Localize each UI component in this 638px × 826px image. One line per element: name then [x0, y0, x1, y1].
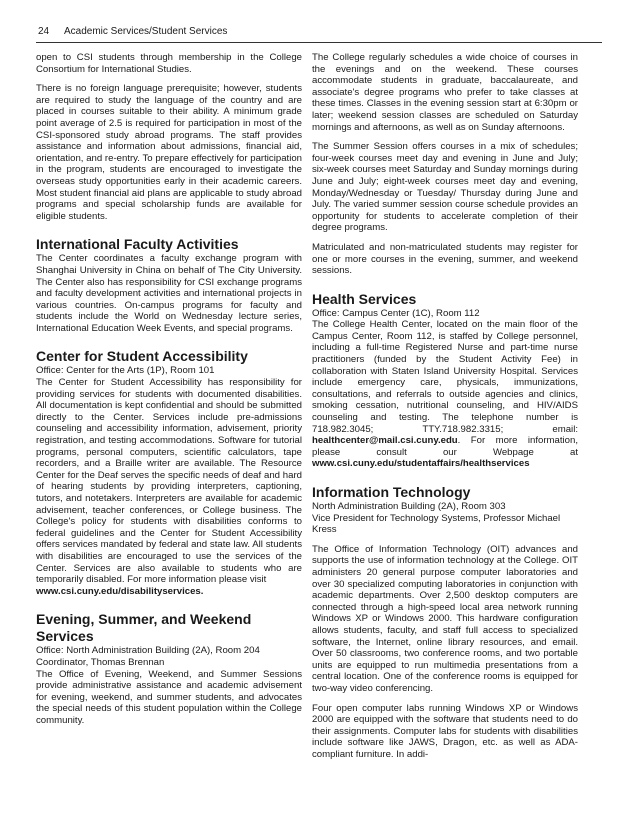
- it-paragraph-2: Four open computer labs running Windows XP or Windows 2000 are equipped with the software that students need to do their assignments. Computer labs for students with disabilities include software like JAWS, Dragon, etc. as well as ADA-compliant furniture. In addi-: [312, 702, 578, 760]
- section-information-technology: [312, 484, 578, 760]
- health-email-link[interactable]: healthcenter@mail.csi.cuny.edu: [312, 435, 458, 447]
- right-column: [312, 52, 578, 768]
- office-location: Office: Campus Center (1C), Room 112: [312, 307, 480, 319]
- section-heading: Information Technology: [312, 484, 471, 500]
- office-location: Office: North Administration Building (2A), Room 204: [36, 645, 260, 657]
- section-body: [312, 319, 578, 470]
- office-location: Office: Center for the Arts (1P), Room 101: [36, 365, 215, 377]
- evening-paragraph-2: The College regularly schedules a wide choice of courses in the evenings and on the weekend. These courses accommodate students in graduate, baccalaureate, and associate's degree programs who prefer to take classes at these times. Classes in the evening session start at 6:30pm or later; weekend session classes are scheduled on Saturday mornings and afternoons, as well as on Sunday afternoons.: [312, 52, 578, 133]
- vice-president: Vice President for Technology Systems, Professor Michael Kress: [312, 512, 561, 536]
- section-evening-summer-weekend: [36, 611, 302, 726]
- running-title: Academic Services/Student Services: [64, 26, 228, 37]
- left-column: [36, 52, 302, 735]
- evening-paragraph-4: Matriculated and non-matriculated students may register for one or more courses in the evening, summer, and weekend sessions.: [312, 241, 578, 277]
- section-student-accessibility: [36, 348, 302, 597]
- health-body-tail: . For more information, please consult our Webpage at: [312, 435, 578, 458]
- office-location: North Administration Building (2A), Room 303: [312, 501, 506, 512]
- section-heading: Health Services: [312, 290, 417, 307]
- section-body: The Office of Evening, Weekend, and Summer Sessions provide administrative assistance and academic advisement for evening, weekend, and summer students, and advocates the special needs of this student population within the College community.: [36, 668, 302, 726]
- coordinator: Coordinator, Thomas Brennan: [36, 656, 165, 668]
- health-body-text: The College Health Center, located on the main floor of the Campus Center, Room 112, is staffed by College personnel, including a full-time Registered Nurse and part-time nurse practitioners (funded by the Student Activity Fee) in collaboration with Staten Island University Hospital. Services include emergency care, physicals, immunizations, consultations, and referrals to outside agencies and clinics, smoking cessation, nutritional counseling, and HIV/AIDS counseling and testing. The telephone number is 718.982.3045; TTY.718.982.3315; email:: [312, 319, 578, 435]
- section-health-services: [312, 291, 578, 470]
- study-abroad-paragraph-1: open to CSI students through membership in the College Consortium for International Studies.: [36, 52, 302, 75]
- section-international-faculty: [36, 236, 302, 334]
- it-paragraph-1: The Office of Information Technology (OIT) advances and supports the use of information technology at the College. OIT administers 20 general purpose computer laboratories and over 30 specialized computing laboratories in conjunction with academic departments. Over 2,500 desktop computers are connected through a high-speed local area network running Windows XP or Windows 2000. This hardware configuration allows students, faculty, and staff full access to specialized software, the Internet, online library resources, and email. Over 50 classrooms, two conference rooms, and two portable units are equipped to run multimedia presentations from a central location. One of the conference rooms is equipped for two-way video conferencing.: [312, 543, 578, 694]
- section-heading: Center for Student Accessibility: [36, 348, 248, 365]
- section-heading: International Faculty Activities: [36, 236, 239, 253]
- health-web-link[interactable]: www.csi.cuny.edu/studentaffairs/healthservices: [312, 458, 530, 470]
- section-heading: Evening, Summer, and Weekend Services: [36, 611, 252, 645]
- evening-paragraph-3: The Summer Session offers courses in a mix of schedules; four-week courses meet day and evening in June and July; six-week courses meet Saturday and Sunday mornings during June and July; eight-week courses meet day and evening, Monday/Wednesday or Tuesday/ Thursday during June and July. The varied summer session course schedule provides an opportunity for students to accelerate completion of their degree programs.: [312, 141, 578, 234]
- accessibility-link[interactable]: www.csi.cuny.edu/disabilityservices.: [36, 585, 204, 597]
- section-body: The Center coordinates a faculty exchange program with Shanghai University in China on behalf of The City University. The Center also has responsibility for CSI exchange programs and faculty development activities and international projects in various countries. On-campus programs for faculty and students include the World on Wednesday lecture series, International Education Week Events, and special programs.: [36, 253, 302, 334]
- page-number: 24: [38, 26, 50, 37]
- page-header: [36, 22, 602, 43]
- study-abroad-paragraph-2: There is no foreign language prerequisite; however, students are required to study the language of the country and are placed in courses suitable to their ability. A minimum grade point average of 2.5 is required for participation in most of the CSI-sponsored study abroad programs. The staff provides assistance and information about admissions, financial aid, orientation, and re-entry. To prepare effectively for participation in the program, students are encouraged to investigate the overseas study opportunities early in their academic careers. Most student financial aid plans are applicable to study abroad programs and special scholarship funds are available for eligible students.: [36, 83, 302, 222]
- section-body: The Center for Student Accessibility has responsibility for providing services for students with documented disabilities. All documentation is kept confidential and should be submitted directly to the Center. Services include pre-admissions counseling and accessibility information, advisement, priority registration, and testing accommodations. Software for tutorial programs, personal computers, scientific calculators, tape recorders, and a Braille writer are available. The Resource Center for the Deaf serves the specific needs of deaf and hard of hearing students by providing interpreters, captioning, tutors, and notetakers. Interpreters are available for academic advisement, teacher conferences, or College business. The College's policy for students with disabilities conforms to federal guidelines and the Center for Student Accessibility offers services mandated by federal and state law. All students with disabilities are encouraged to use the services of the Center. Services are also available to students who are temporarily disabled. For more information please visit: [36, 377, 302, 586]
